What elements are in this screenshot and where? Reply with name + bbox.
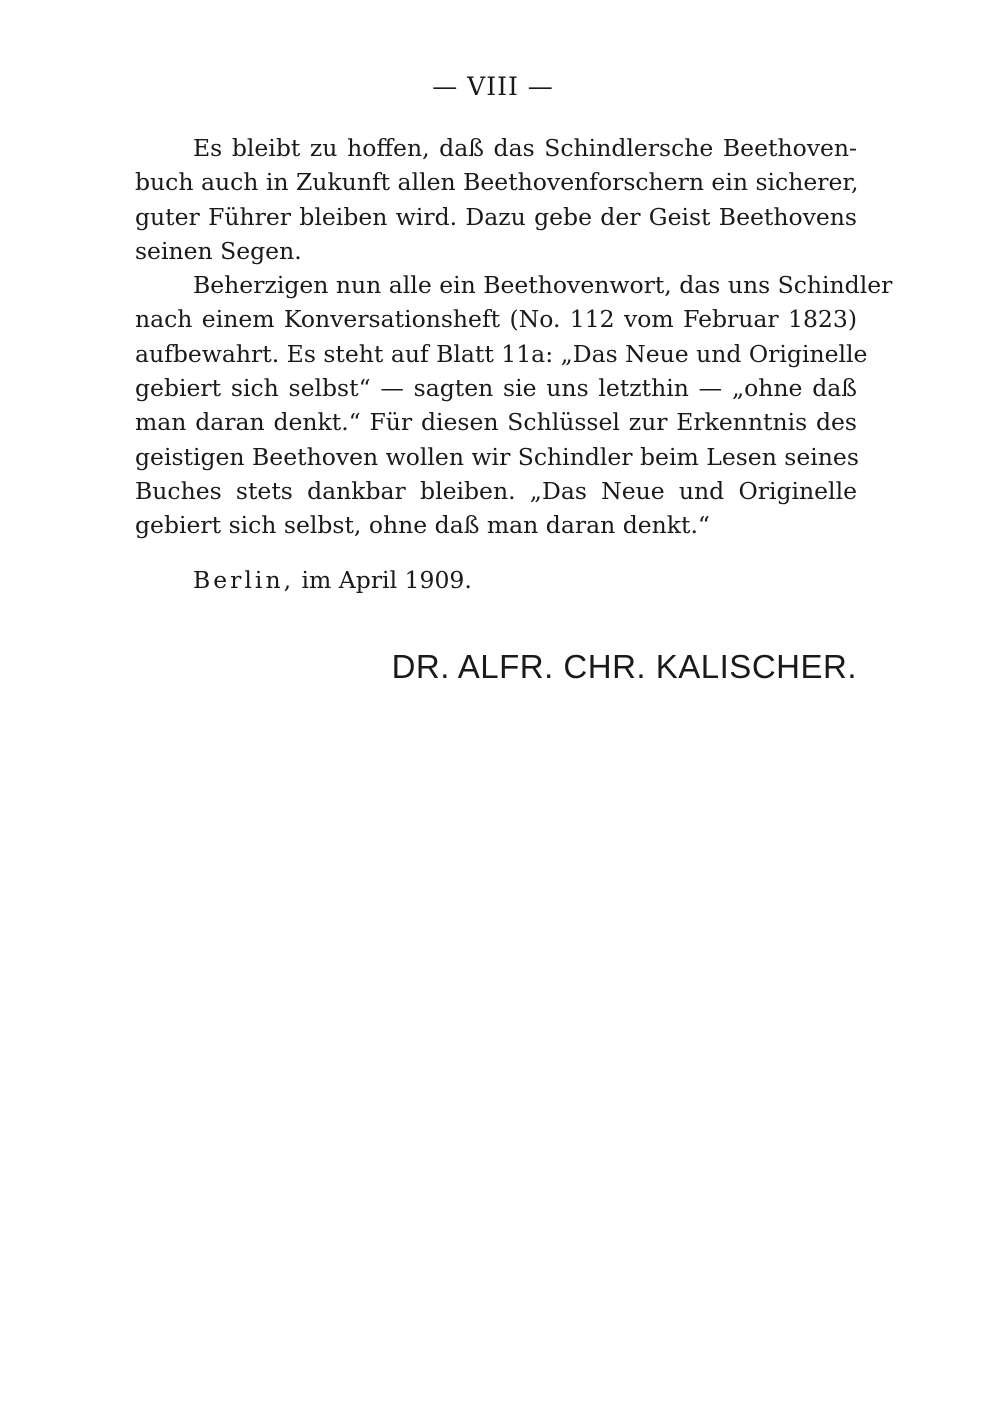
text-line: seinen Segen. (135, 236, 302, 265)
text-line: aufbewahrt. Es steht auf Blatt 11a: „Das Neue und Originelle (135, 339, 868, 368)
text-line: gebiert sich selbst“ — sagten sie uns letzthin — „ohne daß (135, 374, 857, 403)
date: im April 1909. (301, 566, 472, 594)
paragraph-1 (135, 131, 857, 268)
paragraph-2 (135, 268, 893, 542)
text-line: guter Führer bleiben wird. Dazu gebe der Geist Beethovens (135, 202, 857, 231)
author-signature: DR. ALFR. CHR. KALISCHER. (391, 648, 857, 685)
text-line: nach einem Konversationsheft (No. 112 vom Februar 1823) (135, 305, 857, 334)
place-date-line (193, 566, 472, 594)
body-text (135, 131, 893, 543)
text-line: buch auch in Zukunft allen Beethovenforschern ein sicherer, (135, 168, 859, 197)
text-line: geistigen Beethoven wollen wir Schindler beim Lesen seines (135, 442, 859, 471)
text-line: gebiert sich selbst, ohne daß man daran denkt.“ (135, 511, 710, 540)
place: Berlin, (193, 566, 295, 594)
text-line: Es bleibt zu hoffen, daß das Schindlersche Beethoven- (193, 134, 857, 162)
text-line: Buches stets dankbar bleiben. „Das Neue und Originelle (135, 476, 857, 505)
text-line: Beherzigen nun alle ein Beethovenwort, das uns Schindler (193, 271, 893, 300)
page-number: — VIII — (432, 72, 554, 101)
text-line: man daran denkt.“ Für diesen Schlüssel zur Erkenntnis des (135, 408, 857, 437)
